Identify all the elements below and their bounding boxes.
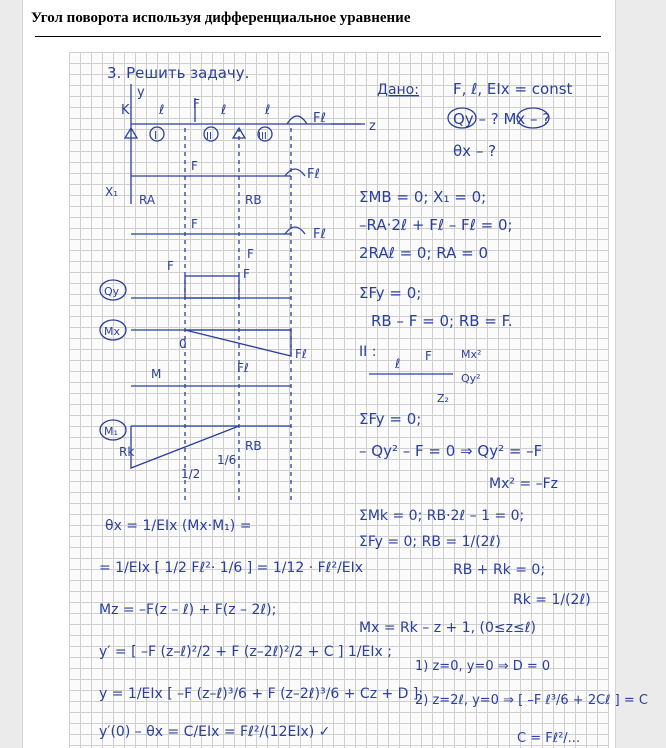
rk-label: Rk <box>119 445 135 459</box>
ell-label-1: ℓ <box>159 103 165 118</box>
ell-label-3: ℓ <box>265 103 271 118</box>
handwritten-notes-image <box>69 52 648 748</box>
given-values: F, ℓ, EIx = const <box>453 80 573 98</box>
eq-right-0: ΣMB = 0; X₁ = 0; <box>359 188 487 206</box>
ell-label-2: ℓ <box>221 103 227 118</box>
eq-bottom-2: Mz = –F(z – ℓ) + F(z – 2ℓ); <box>99 602 277 618</box>
eq-bottom-6: y = 1/EIx [ –F (z–ℓ)³/6 + F (z–2ℓ)³/6 + Cz + D ]; <box>99 686 424 702</box>
eq-right-12: Rk = 1/(2ℓ) <box>513 592 591 608</box>
mx-zero-label: 0 <box>179 337 187 351</box>
force-f-label: F <box>193 97 200 111</box>
eq-bottom-1: = 1/EIx [ 1/2 Fℓ²· 1/6 ] = 1/12 · Fℓ²/EIx <box>99 560 364 576</box>
y-axis-label: y <box>137 85 145 100</box>
task-heading: 3. Решить задачу. <box>107 64 250 82</box>
eq-right-2: 2RAℓ = 0; RA = 0 <box>359 244 489 262</box>
unknowns-line: Qy – ? Mx – ? <box>453 110 551 128</box>
qy-diagram-label: Qy <box>104 285 120 298</box>
section-f-label: F <box>425 349 432 363</box>
mx-fl-right-label: Fℓ <box>295 347 307 361</box>
eq-right-5: II : <box>359 344 377 360</box>
eq-right-1: –RA·2ℓ + Fℓ – Fℓ = 0; <box>359 216 513 234</box>
eq-right-7: – Qy² – F = 0 ⇒ Qy² = –F <box>359 442 543 460</box>
sixth-label: 1/6 <box>217 453 237 467</box>
eq-bottom-5: 1) z=0, y=0 ⇒ D = 0 <box>415 659 551 674</box>
k-label: K <box>121 103 130 118</box>
qy-f-label-2: F <box>243 267 250 281</box>
section-3-label: III <box>258 131 267 142</box>
section-mx-label: Mx² <box>461 348 482 361</box>
mx-diagram-label: Mx <box>104 325 121 338</box>
eq-bottom-0: θx = 1/EIx (Mx·M₁) = <box>105 518 252 534</box>
moment-arc-2 <box>285 169 305 176</box>
eq-bottom-3: Mx = Rk – z + 1, (0≤z≤ℓ) <box>359 620 536 636</box>
section-1-label: I <box>154 129 158 142</box>
m1-diagram-label: M₁ <box>104 425 118 438</box>
eq-right-4: RB – F = 0; RB = F. <box>371 312 513 330</box>
page-title: Угол поворота используя дифференциальное уравнение <box>31 10 411 26</box>
moment-arc <box>287 116 307 124</box>
m-label: M <box>151 367 162 381</box>
half-label: 1/2 <box>181 467 201 481</box>
ra-label: RA <box>139 193 156 207</box>
z-axis-label: z <box>369 119 376 134</box>
force-f-label-4: F <box>247 247 254 261</box>
eq-right-11: RB + Rk = 0; <box>453 562 546 578</box>
eq-right-10: ΣFy = 0; RB = 1/(2ℓ) <box>359 534 501 550</box>
section-ell-label: ℓ <box>395 357 401 372</box>
section-z2-label: Z₂ <box>437 392 449 405</box>
fl-label-3: Fℓ <box>313 227 326 242</box>
eq-right-9: ΣMk = 0; RB·2ℓ – 1 = 0; <box>359 508 525 524</box>
eq-right-6: ΣFy = 0; <box>359 410 422 428</box>
mx-fl-label: Fℓ <box>237 361 249 375</box>
moment-arc-3 <box>285 227 305 234</box>
given-label: Дано: <box>377 82 419 98</box>
section-2-label: II <box>206 131 212 142</box>
mx-triangle <box>185 330 291 356</box>
section-qy-label: Qy² <box>461 372 481 385</box>
eq-bottom-9: C = Fℓ²/... <box>517 731 581 746</box>
fl-label-2: Fℓ <box>307 167 320 182</box>
qy-block <box>185 276 239 298</box>
force-f-label-2: F <box>191 159 198 173</box>
x1-label: X₁ <box>105 185 119 199</box>
rb-label: RB <box>245 193 262 207</box>
eq-right-3: ΣFy = 0; <box>359 284 422 302</box>
rb-label-2: RB <box>245 439 262 453</box>
document-page <box>22 0 648 748</box>
theta-unknown: θx – ? <box>453 142 497 160</box>
eq-bottom-7: 2) z=2ℓ, y=0 ⇒ [ –F ℓ³/6 + 2Cℓ ] = C <box>415 693 648 708</box>
force-f-label-3: F <box>191 217 198 231</box>
eq-bottom-4: y′ = [ –F (z–ℓ)²/2 + F (z–2ℓ)²/2 + C ] 1/EIx ; <box>99 644 392 660</box>
eq-bottom-8: y′(0) – θx = C/EIx = Fℓ²/(12EIx) ✓ <box>99 724 331 740</box>
qy-f-label-1: F <box>167 259 174 273</box>
fl-label-top: Fℓ <box>313 111 326 126</box>
title-divider <box>35 36 601 37</box>
notes-drawing <box>69 52 648 748</box>
eq-right-8: Mx² = –Fz <box>489 476 559 492</box>
